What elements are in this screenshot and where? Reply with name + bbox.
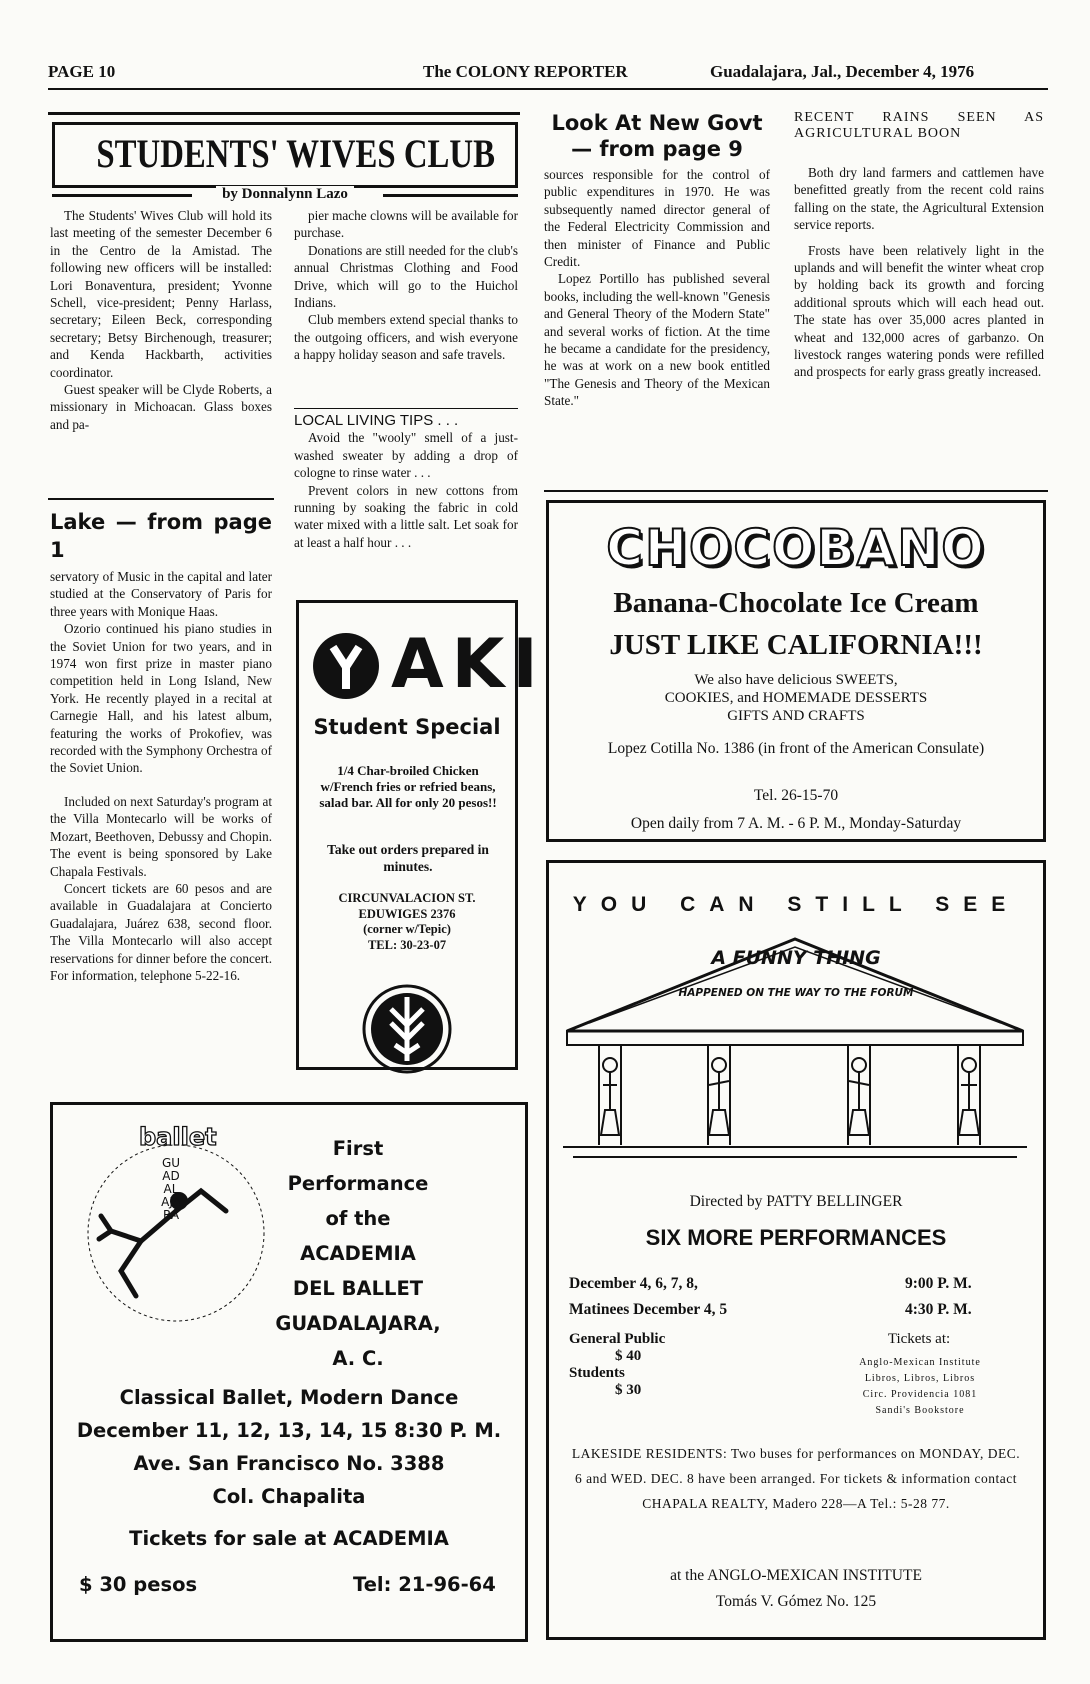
yaki-address [309,891,505,953]
ballet-colonia: Col. Chapalita [212,1485,366,1508]
chocobano-address: Lopez Cotilla No. 1386 (in front of the American Consulate) [607,740,985,757]
yaki-logo [311,625,546,705]
page-number: PAGE 10 [48,62,116,81]
masthead-rule [48,88,1048,90]
address-line: EDUWIGES 2376 [358,906,456,921]
wives-club-title: STUDENTS' WIVES CLUB [96,131,495,176]
lake-title: Lake — from page 1 [50,510,272,562]
govt-subtitle: — from page 9 [571,137,743,161]
headline-line: ACADEMIA [300,1242,416,1265]
ballet-address: Ave. San Francisco No. 3388 [133,1452,445,1475]
forum-show-title: A FUNNY THING [711,947,881,969]
ballet-details [53,1381,525,1513]
forum-time-matinee: 4:30 P. M. [905,1301,972,1318]
forum-prices [569,1331,699,1399]
ballet-dancer-logo-icon [81,1121,271,1341]
yaki-ad [296,600,546,1070]
paper-name: The COLONY REPORTER [423,62,628,81]
forum-headline: YOU CAN STILL SEE [572,893,1020,916]
paragraph: Ozorio continued his piano studies in the Soviet Union for two years, and in 1974 won first prize in master piano competition held in Long Island, New York. He recently played in a recital at Carnegie Hall, and his latest album, featuring the works of Prokofiev, was recorded with the Symphony Orchestra of the Soviet Union. [50,621,272,776]
temple-illustration-icon [563,935,1027,1165]
ballet-style: Classical Ballet, Modern Dance [119,1386,459,1409]
ballet-tickets: Tickets for sale at ACADEMIA [129,1527,449,1550]
ballet-price: $ 30 pesos [79,1573,198,1596]
paragraph: Prevent colors in new cottons from running by soaking the fabric in cold water mixed with a little salt. Let soak for at least a half hour . . . [294,482,518,550]
yaki-y-icon [311,631,381,701]
yaki-takeout: Take out orders prepared in minutes. [327,842,489,874]
wives-col2 [294,207,518,364]
chocobano-brand: CHOCOBANO [606,519,986,577]
byline-rule-left [52,194,192,197]
headline-line: DEL BALLET [292,1277,424,1300]
wives-title-box [52,122,518,188]
forum-tickets-at: Tickets at: [887,1331,951,1347]
forum-time-evening: 9:00 P. M. [905,1275,972,1292]
forum-show-subtitle: HAPPENED ON THE WAY TO THE FORUM [678,987,914,999]
forum-director: Directed by PATTY BELLINGER [689,1193,903,1210]
chocobano-also [549,671,1043,725]
also-line: GIFTS AND CRAFTS [727,708,865,724]
address-line: TEL: 30-23-07 [367,937,447,952]
ballet-dates: December 11, 12, 13, 14, 15 8:30 P. M. [76,1419,502,1442]
paragraph: Donations are still needed for the club's annual Christmas Clothing and Food Drive, which will go to the Huichol Indians. [294,242,518,311]
chocobano-claim: JUST LIKE CALIFORNIA!!! [609,629,983,661]
also-line: COOKIES, and HOMEMADE DESSERTS [664,690,928,706]
masthead [48,60,1048,90]
forum-performances: SIX MORE PERFORMANCES [645,1225,947,1250]
living-tips [294,412,518,551]
paragraph: Frosts have been relatively light in the uplands and will benefit the winter wheat crop by holding back its growth and forcing additional sprouts which will each head out. The state has over 35,000 acres planted in wheat and 132,000 acres of garbanzo. On livestock ranges watering ponds were refilled and prospects for early grass greatly increased. [794,242,1044,380]
wives-col1 [50,207,272,433]
also-line: We also have delicious SWEETS, [694,672,898,688]
yaki-brand: AKI [391,625,546,704]
ballet-headline [263,1131,453,1376]
forum-ad [546,860,1046,1640]
headline-line: A. C. [332,1347,384,1370]
lake-article [50,508,272,984]
chocobano-tagline: Banana-Chocolate Ice Cream [613,587,979,619]
paragraph: Club members extend special thanks to the outgoing officers, and wish everyone a happy holiday season and safe travels. [294,312,518,363]
price-label: General Public [569,1331,666,1347]
divider [294,408,518,409]
address-line: CIRCUNVALACION ST. [338,891,476,905]
price-value: $ 30 [615,1382,642,1398]
forum-dates: December 4, 6, 7, 8, [569,1275,698,1292]
outlet: Anglo-Mexican Institute [859,1357,981,1368]
yaki-emblem-icon [361,983,453,1075]
paragraph: sources responsible for the control of public expenditures in 1970. He was subsequently named director general of the Federal Electricity Commission and then minister of Finance and Public Credit. [544,167,770,270]
ballet-ad [50,1102,528,1642]
price-value: $ 40 [615,1348,642,1364]
price-label: Students [569,1365,625,1381]
dateline: Guadalajara, Jal., December 4, 1976 [710,62,975,81]
paragraph: The Students' Wives Club will hold its last meeting of the semester December 6 in the Centro de la Amistad. The following new officers will be installed: Lori Bonaventura, president; Yvonne Schell, vice-president; Penny Harlass, secretary; Eileen Beck, corresponding secretary; Betsy Birchenough, treasurer; and Kenda Hackbarth, activities coordinator. [50,208,272,380]
forum-outlets [815,1355,1025,1419]
ballet-tel: Tel: 21-96-64 [353,1573,496,1596]
paragraph: servatory of Music in the capital and later studied at the Conservatory of Paris for three years with Monique Haas. [50,569,272,619]
forum-venue-address: Tomás V. Gómez No. 125 [715,1593,877,1610]
ballet-logo-vertical: GUADALAJARA [161,1156,181,1222]
forum-lakeside: LAKESIDE RESIDENTS: Two buses for performances on MONDAY, DEC. 6 and WED. DEC. 8 have been arranged. For tickets & information contact CHAPALA REALTY, Madero 228—A Tel.: 5-28 77. [571,1446,1021,1511]
byline-rule-right [383,194,518,197]
chocobano-ad [546,500,1046,842]
paragraph: Both dry land farmers and cattlemen have benefitted greatly from the recent cold rains falling on the state, the Agricultural Extension service reports. [794,165,1044,233]
divider [48,112,520,115]
wives-byline-row [52,183,518,203]
outlet: Sandi's Bookstore [875,1405,965,1416]
headline-line: GUADALAJARA, [275,1312,441,1335]
govt-article [544,110,770,410]
divider [48,498,274,500]
paragraph: Lopez Portillo has published several books, including the well-known "Genesis and General Theory of the Modern State" and several works of fiction. At the time he became a candidate for the presidency, he was at work on a new book entitled "The Genesis and Theory of the Mexican State." [544,271,770,409]
paragraph: Guest speaker will be Clyde Roberts, a missionary in Michoacan. Glass boxes and pa- [50,382,272,432]
govt-title: Look At New Govt [551,111,763,135]
paragraph: Avoid the "wooly" smell of a just-washed sweater by adding a drop of cologne to rinse water . . . [294,430,518,481]
headline-line: of the [325,1207,391,1230]
chocobano-hours: Open daily from 7 A. M. - 6 P. M., Monday-Saturday [630,815,962,832]
rains-title: RECENT RAINS SEEN AS AGRICULTURAL BOON [794,110,1044,141]
divider [544,490,1048,492]
yaki-menu: 1/4 Char-broiled Chicken w/French fries or refried beans, salad bar. All for only 20 pesos!! [319,763,497,810]
headline-line: First Performance [287,1137,429,1195]
paragraph: Included on next Saturday's program at the Villa Montecarlo will be works of Mozart, Beethoven, Debussy and Chopin. The event is being sponsored by Lake Chapala Festivals. [50,793,272,879]
living-tips-title: LOCAL LIVING TIPS . . . [294,412,459,429]
forum-matinees: Matinees December 4, 5 [569,1301,728,1318]
yaki-special: Student Special [313,715,501,739]
outlet: Circ. Providencia 1081 [862,1389,978,1400]
chocobano-tel: Tel. 26-15-70 [753,787,839,804]
ballet-logo-word: ballet [139,1123,217,1151]
rains-article [794,110,1044,381]
address-line: (corner w/Tepic) [363,922,451,936]
wives-byline: by Donnalynn Lazo [216,186,354,202]
forum-venue: at the ANGLO-MEXICAN INSTITUTE [670,1567,922,1584]
paragraph: pier mache clowns will be available for purchase. [294,208,518,241]
paragraph: Concert tickets are 60 pesos and are available in Guadalajara at Concierto Guadalajara, Juárez 638, second floor. The Villa Montecarlo will also accept reservations for dinner before the concert. For information, telephone 5-22-16. [50,880,272,983]
outlet: Libros, Libros, Libros [864,1373,976,1384]
